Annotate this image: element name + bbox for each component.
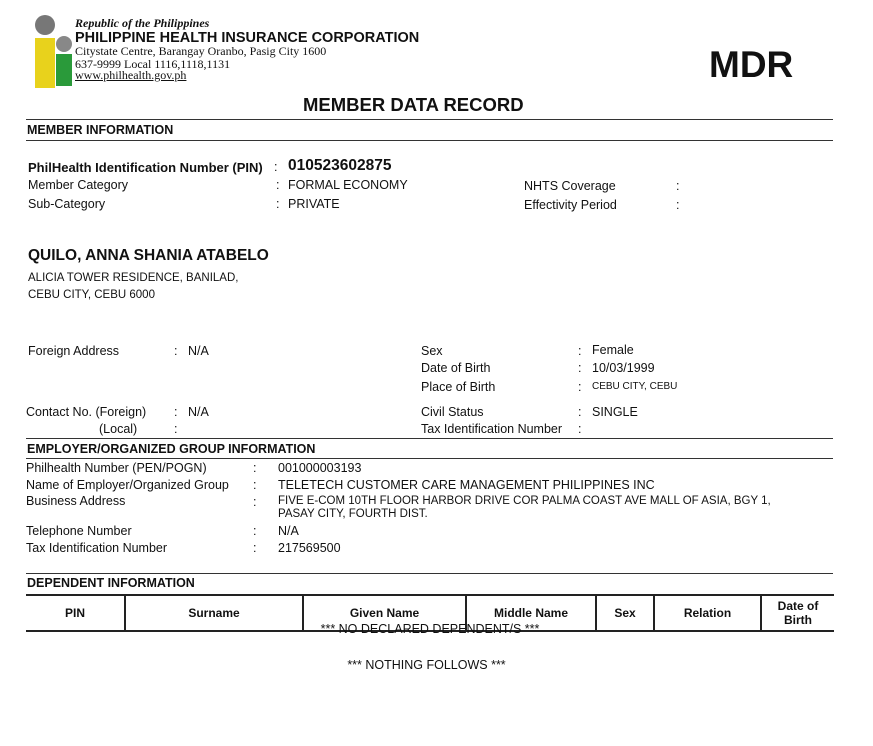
member-tin-label: Tax Identification Number bbox=[421, 422, 563, 436]
republic-text: Republic of the Philippines bbox=[75, 16, 210, 30]
business-address-line1: FIVE E-COM 10TH FLOOR HARBOR DRIVE COR PALMA COAST AVE MALL OF ASIA, BGY 1, bbox=[278, 495, 771, 507]
category-value: FORMAL ECONOMY bbox=[288, 178, 408, 192]
org-address: Citystate Centre, Barangay Oranbo, Pasig City 1600 bbox=[75, 44, 327, 58]
member-address-line1: ALICIA TOWER RESIDENCE, BANILAD, bbox=[28, 272, 239, 284]
civil-status-label: Civil Status bbox=[421, 405, 484, 419]
page-title: MEMBER DATA RECORD bbox=[303, 94, 524, 115]
col-middle-name: Middle Name bbox=[466, 595, 596, 631]
nothing-follows-text: *** NOTHING FOLLOWS *** bbox=[347, 658, 506, 672]
category-label: Member Category bbox=[28, 178, 129, 192]
col-relation: Relation bbox=[654, 595, 761, 631]
business-address-line2: PASAY CITY, FOURTH DIST. bbox=[278, 508, 428, 520]
member-section-title: MEMBER INFORMATION bbox=[27, 123, 174, 137]
nhts-label: NHTS Coverage bbox=[524, 179, 616, 193]
contact-foreign-value: N/A bbox=[188, 405, 209, 419]
civil-status-value: SINGLE bbox=[592, 405, 638, 419]
contact-foreign-label: Contact No. (Foreign) bbox=[26, 405, 147, 419]
telephone-label: Telephone Number bbox=[26, 524, 132, 538]
foreign-address-value: N/A bbox=[188, 344, 209, 358]
philhealth-logo-icon bbox=[30, 14, 75, 90]
col-surname: Surname bbox=[125, 595, 303, 631]
subcat-value: PRIVATE bbox=[288, 197, 340, 211]
business-address-label: Business Address bbox=[26, 494, 126, 508]
employer-section-title: EMPLOYER/ORGANIZED GROUP INFORMATION bbox=[27, 442, 316, 456]
employer-tin-value: 217569500 bbox=[278, 541, 341, 555]
org-website[interactable]: www.philhealth.gov.ph bbox=[75, 68, 187, 82]
org-name: PHILIPPINE HEALTH INSURANCE CORPORATION bbox=[75, 30, 420, 46]
dependent-section-title: DEPENDENT INFORMATION bbox=[27, 576, 195, 590]
pen-label: Philhealth Number (PEN/POGN) bbox=[26, 461, 207, 475]
contact-local-label: (Local) bbox=[99, 422, 138, 436]
member-data-record: Republic of the Philippines PHILIPPINE HEALTH INSURANCE CORPORATION Citystate Centre, Barangay Oranbo, Pasig City 1600 637-9999 Local 1116,1118,1131 www.philhealth.gov.ph MDR MEMBER DATA RECORD MEMBER INFORMATION PhilHealth Identification Number (PIN) : 010523602875 Member Category : FORMAL ECONOMY Sub-Category : PRIVATE NHTS Coverage : Effectivity Period : QUILO, ANNA SHANIA ATABELO ALICIA TOWER RESIDENCE, BANILAD, CEBU CITY, CEBU 6000 Foreign Address : N/A Contact No. (Foreign) : N/A (Local) : Sex : Female Date of Birth : 10/03/1999 Place of Birth : CEBU CITY, CEBU Civil Status : SINGLE Tax Identification Number : EMPLOYER/ORGANIZED GROUP INFORMATION Philhealth Number (PEN/POGN) : 001000003193 Name of Employer/Organized Group : TELETECH CUSTOMER CARE MANAGEMENT PHILIPPINES INC Business Address : FIVE E-COM 10TH FLOOR HARBOR DRIVE COR PALMA COAST AVE MALL OF ASIA, BGY 1, PASAY CITY, FOURTH DIST. Telephone Number : N/A Tax Identification Number : 217569500 DEPENDENT INFORMATION PIN Surname Given Name Middle Name Sex Relation Date of Birth *** NO DECLARED DEPENDENT/S *** *** NOTHING FOLLOWS *** bbox=[0, 0, 873, 746]
pin-label: PhilHealth Identification Number (PIN) bbox=[28, 160, 263, 175]
dob-label: Date of Birth bbox=[421, 361, 491, 375]
employer-name-value: TELETECH CUSTOMER CARE MANAGEMENT PHILIPPINES INC bbox=[278, 478, 655, 492]
foreign-address-label: Foreign Address bbox=[28, 344, 120, 358]
pob-value: CEBU CITY, CEBU bbox=[592, 381, 678, 392]
effectivity-label: Effectivity Period bbox=[524, 198, 617, 212]
telephone-value: N/A bbox=[278, 524, 299, 538]
no-dependents-text: *** NO DECLARED DEPENDENT/S *** bbox=[320, 622, 540, 636]
pin-value: 010523602875 bbox=[288, 157, 392, 174]
sex-label: Sex bbox=[421, 344, 443, 358]
col-given-name: Given Name bbox=[303, 595, 466, 631]
mdr-code: MDR bbox=[709, 44, 794, 85]
col-sex: Sex bbox=[596, 595, 654, 631]
col-date-of-birth: Date of Birth bbox=[761, 595, 834, 631]
employer-name-label: Name of Employer/Organized Group bbox=[26, 478, 229, 492]
col-pin: PIN bbox=[26, 595, 125, 631]
subcat-label: Sub-Category bbox=[28, 197, 106, 211]
member-address-line2: CEBU CITY, CEBU 6000 bbox=[28, 289, 155, 301]
dob-value: 10/03/1999 bbox=[592, 361, 655, 375]
pob-label: Place of Birth bbox=[421, 380, 496, 394]
sex-value: Female bbox=[592, 343, 634, 357]
member-name: QUILO, ANNA SHANIA ATABELO bbox=[28, 247, 269, 264]
org-phone: 637-9999 Local 1116,1118,1131 bbox=[75, 57, 231, 71]
employer-tin-label: Tax Identification Number bbox=[26, 541, 168, 555]
pen-value: 001000003193 bbox=[278, 461, 362, 475]
